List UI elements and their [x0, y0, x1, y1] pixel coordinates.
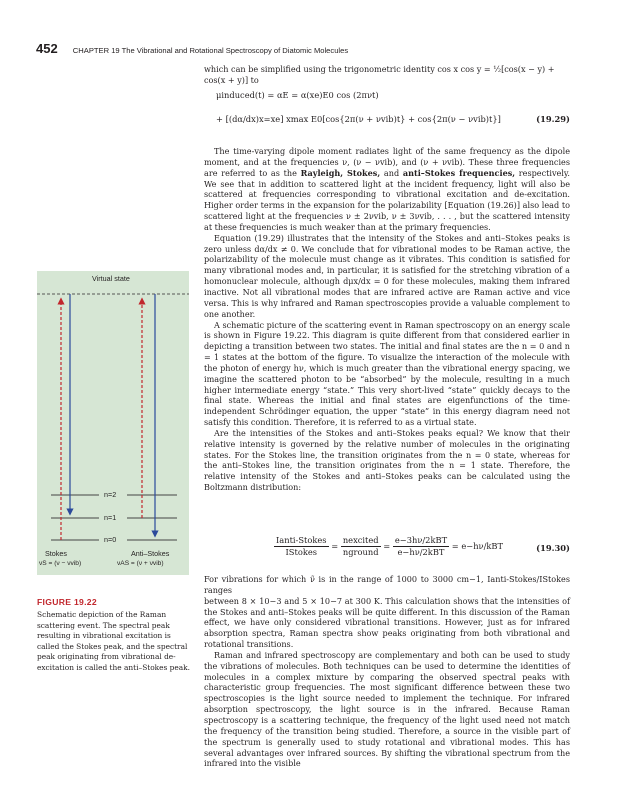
body-column: [204, 146, 570, 493]
ratio-population-den: nground: [342, 546, 379, 557]
figure-19-22: [37, 271, 189, 575]
equation-19-30-body: $\frac{\text{Ianti-Stokes}}{\text{IStokes}}$ = $\frac{\text{nexcited}}{\text{nground}}$ = $\frac{\text{e−3hν/2kBT}}{\text{e−hν/2kBT}}$ = e−hν/kBT: [276, 535, 504, 557]
ratio-boltzmann-den: e−hν/2kBT: [397, 546, 445, 557]
term-rayleigh-stokes: Rayleigh, Stokes,: [300, 167, 381, 178]
anti-stokes-label: Anti–Stokes: [131, 549, 170, 558]
virtual-state-label: Virtual state: [92, 274, 130, 283]
running-header: [36, 38, 348, 57]
paragraph-1-text-b: respectively. We see that in addition to scattered light at the incident frequency, light will also be scattered at frequencies corresponding to vibrational excitation and de-excitation. Higher order terms in the expansion for the polarizability [Equation (19.26)] also lead to scattered light at the frequencies ν ± 2νvib, ν ± 3νvib, . . . , but the scattered intensity at these frequencies is much weaker than at the primary frequencies.: [204, 167, 570, 232]
term-anti-stokes: anti–Stokes frequencies,: [402, 167, 516, 178]
paragraph-1: [204, 146, 570, 233]
ratio-intensity-den: IStokes: [285, 546, 318, 557]
equation-19-29-line-1: μinduced(t) = αE = α(xe)E0 cos (2πνt): [216, 90, 379, 100]
page-number: 452: [36, 41, 58, 56]
ratio-population-num: nexcited: [342, 535, 379, 545]
ratio-boltzmann: [393, 535, 449, 558]
paragraph-3: A schematic picture of the scattering event in Raman spectroscopy on an energy scale is shown in Figure 19.22. This diagram is quite different from that considered earlier in depicting a transition between two states. The initial and final states are the n = 0 and n = 1 states at the bottom of the figure. To visualize the interaction of the molecule with the photon of energy hν, which is much greater than the vibrational energy spacing, we imagine the scattered photon to be “absorbed” by the molecule, resulting in a much higher intermediate energy “state.” This very short-lived “state” quickly decays to the final state. Whereas the initial and final states are eigenfunctions of the time-independent Schrödinger equation, the upper “state” in this energy diagram need not satisfy this condition. Therefore, it is referred to as a virtual state.: [204, 319, 570, 428]
intro-line-b: cos(x + y)] to: [204, 74, 259, 85]
level-n2-label: n=2: [104, 490, 117, 499]
figure-title: FIGURE 19.22: [37, 597, 97, 607]
paragraph-1-and: and: [380, 167, 403, 178]
paragraph-4: Are the intensities of the Stokes and anti–Stokes peaks equal? We know that their relative intensity is governed by the relative number of molecules in the originating states. For the Stokes line, the transition originates from the n = 0 state, whereas for the anti–Stokes line, the transition originates from the n = 1 state. Therefore, the relative intensity of the Stokes and anti–Stokes peaks can be calculated using the Boltzmann distribution:: [204, 427, 570, 493]
paragraph-1-text-a: The time-varying dipole moment radiates light of the same frequency as the dipole moment, and at the frequencies ν, (ν − νvib), and (ν + νvib). These three frequencies are referred to as the: [204, 146, 570, 178]
equation-19-30-number: (19.30): [536, 543, 570, 553]
paragraph-6: Raman and infrared spectroscopy are complementary and both can be used to study the vibrations of molecules. Both techniques can be used to determine the identities of molecules in a complex mixture by comparing the observed spectral peaks with characteristic group frequencies. The most significant difference between these two spectroscopies is the light source needed to implement the technique. For infrared absorption spectroscopy, the light source is in the infrared. Because Raman spectroscopy is a scattering technique, the frequency of the light used need not match the frequency of the transition being studied. Therefore, a source in the visible part of the spectrum is generally used to study rotational and vibrational modes. This has several advantages over infrared sources. By shifting the vibrational spectrum from the infrared into the visible: [204, 649, 570, 769]
paragraph-2: Equation (19.29) illustrates that the intensity of the Stokes and anti–Stokes peaks is zero unless dα/dx ≠ 0. We conclude that for vibrational modes to be Raman active, the polarizability of the molecule must change as it vibrates. This condition is satisfied for many vibrational modes and, in particular, it is satisfied for the stretching vibration of a homonuclear molecule, although dμx/dx = 0 for these molecules, making them infrared inactive. Not all vibrational modes that are infrared active are Raman active and vice versa. This is why infrared and Raman spectroscopies provide a valuable complement to one another.: [204, 232, 570, 319]
equation-19-30: [204, 535, 570, 565]
chapter-title: CHAPTER 19 The Vibrational and Rotational Spectroscopy of Diatomic Molecules: [72, 46, 349, 55]
boltzmann-result: e−hν/kBT: [461, 540, 504, 551]
level-n1-label: n=1: [104, 513, 117, 522]
anti-stokes-frequency: νAS = (ν + νvib): [117, 560, 164, 567]
ratio-intensity-num: Ianti-Stokes: [276, 535, 327, 545]
ratio-intensity: [274, 535, 329, 558]
body-column-2: [204, 574, 570, 769]
ratio-boltzmann-num: e−3hν/2kBT: [394, 535, 448, 545]
stokes-frequency: νS = (ν − νvib): [39, 560, 82, 567]
equation-19-29-number: (19.29): [536, 114, 570, 124]
level-n0-label: n=0: [104, 535, 117, 544]
figure-caption: Schematic depiction of the Raman scattering event. The spectral peak resulting in vibrational excitation is called the Stokes peak, and the spectral peak originating from vibrational de-excitation is called the anti–Stokes peak.: [37, 610, 191, 672]
energy-level-diagram: [37, 271, 189, 575]
intro-text: [204, 64, 570, 86]
stokes-label: Stokes: [45, 549, 67, 558]
equation-19-29: [204, 90, 570, 140]
paragraph-5-text: between 8 × 10−3 and 5 × 10−7 at 300 K. This calculation shows that the intensities of the Stokes and anti–Stokes peaks will be quite different. In this discussion of the Raman effect, we have only considered vibrational transitions. However, just as for infrared absorption spectra, Raman spectra show peaks originating from both vibrational and rotational transitions.: [204, 595, 570, 650]
intro-line-a: which can be simplified using the trigonometric identity cos x cos y = ½[cos(x − y) +: [204, 64, 555, 74]
ratio-population: [341, 535, 381, 558]
equation-19-29-line-2: + [(dα/dx)x=xe] xmax E0[cos{2π(ν + νvib)t} + cos{2π(ν − νvib)t}]: [216, 114, 501, 124]
paragraph-5-line-a: For vibrations for which ν̃ is in the range of 1000 to 3000 cm−1, Ianti-Stokes/IStokes ranges: [204, 574, 570, 595]
